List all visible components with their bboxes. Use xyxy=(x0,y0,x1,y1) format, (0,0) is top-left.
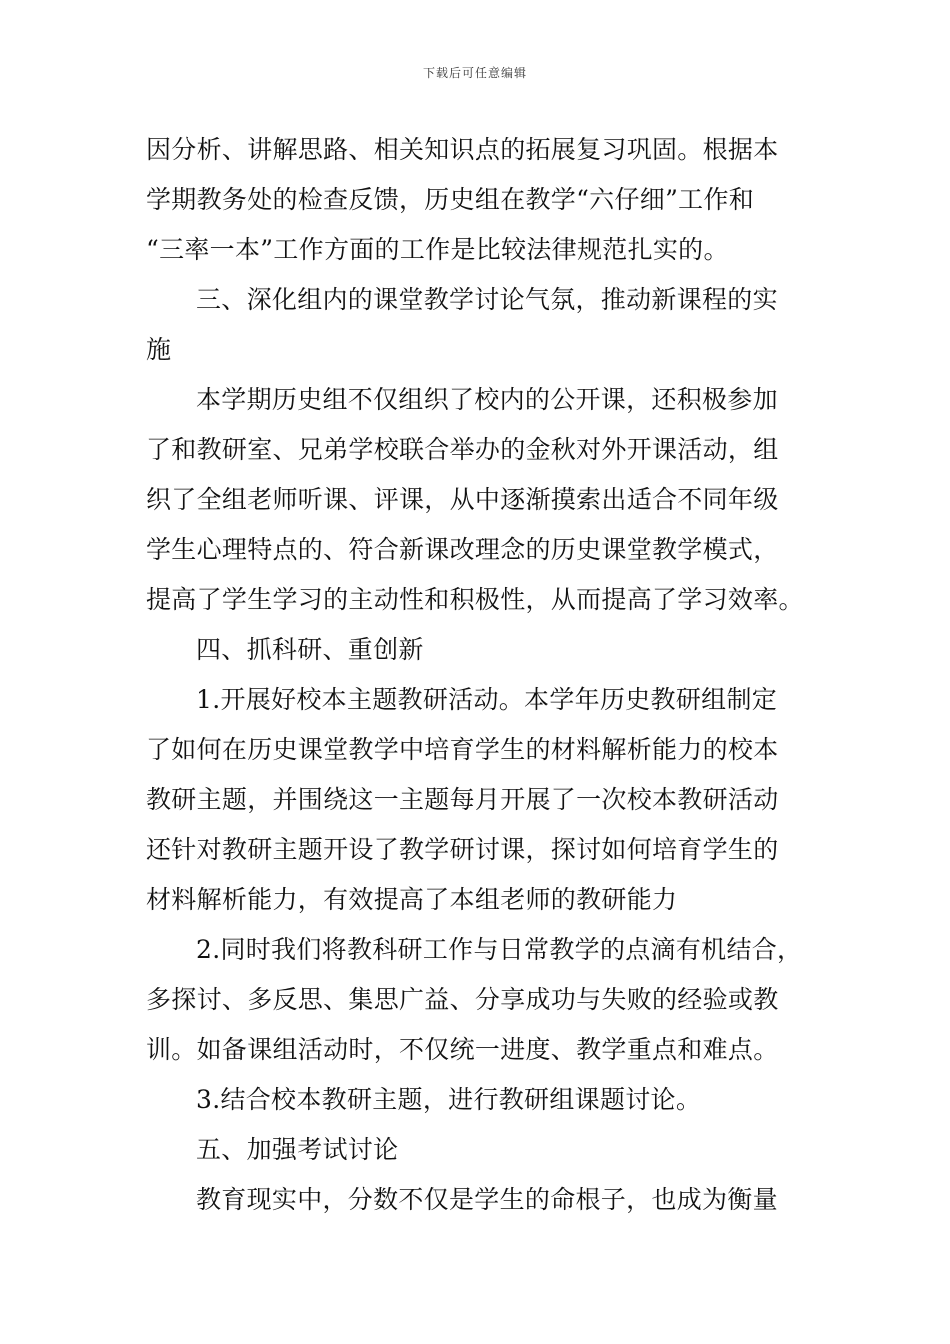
text-line: 还针对教研主题开设了教学研讨课，探讨如何培育学生的 xyxy=(146,835,779,864)
list-item-1: 1.开展好校本主题教研活动。本学年历史教研组制定 xyxy=(196,685,778,714)
text-line: 了和教研室、兄弟学校联合举办的金秋对外开课活动，组 xyxy=(146,435,779,464)
text-line: 多探讨、多反思、集思广益、分享成功与失败的经验或教 xyxy=(146,985,779,1014)
section-heading-3-cont: 施 xyxy=(146,335,172,364)
text-line: 教育现实中，分数不仅是学生的命根子，也成为衡量 xyxy=(196,1185,778,1214)
text-line: 提高了学生学习的主动性和积极性，从而提高了学习效率。 xyxy=(146,585,804,614)
text-line: 教研主题，并围绕这一主题每月开展了一次校本教研活动 xyxy=(146,785,779,814)
list-item-3: 3.结合校本教研主题，进行教研组课题讨论。 xyxy=(196,1085,702,1114)
text-line: 织了全组老师听课、评课，从中逐渐摸索出适合不同年级 xyxy=(146,485,779,514)
text-line: “三率一本”工作方面的工作是比较法律规范扎实的。 xyxy=(146,235,729,264)
section-heading-3: 三、深化组内的课堂教学讨论气氛，推动新课程的实 xyxy=(196,285,778,314)
text-line: 本学期历史组不仅组织了校内的公开课，还积极参加 xyxy=(196,385,778,414)
section-heading-4: 四、抓科研、重创新 xyxy=(196,635,424,664)
section-heading-5: 五、加强考试讨论 xyxy=(196,1135,399,1164)
text-line: 材料解析能力，有效提高了本组老师的教研能力 xyxy=(146,885,678,914)
text-line: 学期教务处的检查反馈，历史组在教学“六仔细”工作和 xyxy=(146,185,755,214)
text-line: 因分析、讲解思路、相关知识点的拓展复习巩固。根据本 xyxy=(146,135,779,164)
text-line: 了如何在历史课堂教学中培育学生的材料解析能力的校本 xyxy=(146,735,779,764)
text-line: 训。如备课组活动时，不仅统一进度、教学重点和难点。 xyxy=(146,1035,779,1064)
page-header: 下载后可任意编辑 xyxy=(422,66,527,80)
document-body xyxy=(146,128,814,1228)
list-item-2: 2.同时我们将教科研工作与日常教学的点滴有机结合， xyxy=(196,935,803,964)
text-line: 学生心理特点的、符合新课改理念的历史课堂教学模式， xyxy=(146,535,779,564)
